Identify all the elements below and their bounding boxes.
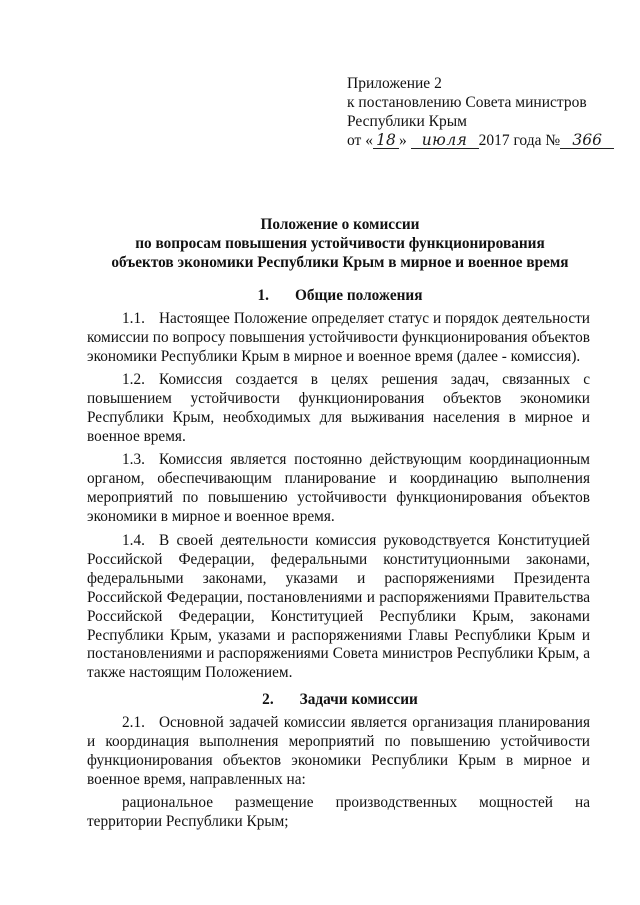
paragraph-text: рациональное размещение производственных мощностей на территории Республики Крым;: [87, 794, 590, 830]
paragraph-number: 1.3.: [122, 451, 145, 468]
paragraph-1-4: [87, 532, 590, 683]
title-line-2: по вопросам повышения устойчивости функционирования: [135, 235, 545, 252]
appendix-line-2: к постановлению Совета министров: [347, 94, 587, 111]
paragraph-text: Настоящее Положение определяет статус и порядок деятельности комиссии по вопросу повышения устойчивости функционирования объектов экономики Республики Крым в мирное и военное время (далее - комиссия).: [87, 310, 590, 365]
paragraph-number: 1.1.: [122, 310, 145, 327]
paragraph-1-1: [87, 310, 590, 367]
paragraph-1-3: [87, 451, 590, 527]
appendix-block: [347, 74, 614, 150]
handwritten-day: 18: [373, 132, 399, 149]
date-mid: »: [398, 132, 407, 149]
section-number: 2.: [262, 691, 274, 708]
paragraph-number: 1.2.: [122, 371, 145, 388]
date-prefix: от «: [347, 132, 373, 149]
paragraph-1-2: [87, 371, 590, 447]
section-1-heading: [70, 286, 610, 305]
title-line-1: Положение о комиссии: [260, 216, 420, 233]
paragraph-text: Комиссия создается в целях решения задач, связанных с повышением устойчивости функционирования объектов экономики Республики Крым, необходимых для выживания населения в мирное и военное время.: [87, 371, 590, 445]
section-number: 1.: [257, 287, 269, 304]
paragraph-2-1-item: [87, 794, 590, 832]
paragraph-number: 1.4.: [122, 532, 145, 549]
appendix-line-3: Республики Крым: [347, 113, 467, 130]
paragraph-text: Основной задачей комиссии является организация планирования и координация выполнения мероприятий по повышению устойчивости функционирования объектов экономики Республики Крым в мирное и военное время, направленных на:: [87, 714, 590, 788]
paragraph-text: Комиссия является постоянно действующим координационным органом, обеспечивающим планирование и координацию выполнения мероприятий по повышению устойчивости функционирования объектов экономики в мирное и военное время.: [87, 451, 590, 525]
section-title: Задачи комиссии: [299, 691, 418, 708]
date-suffix: 2017 года №: [478, 132, 561, 149]
section-title: Общие положения: [294, 287, 423, 304]
handwritten-doc-number: 366: [560, 132, 614, 149]
section-2-heading: [70, 690, 610, 709]
paragraph-text: В своей деятельности комиссия руководствуется Конституцией Российской Федерации, федеральными конституционными законами, федеральными законами, указами и распоряжениями Президента Российской Федерации, постановлениями и распоряжениями Правительства Российской Федерации, Конституцией Республики Крым, законами Республики Крым, указами и распоряжениями Главы Республики Крым и постановлениями и распоряжениями Совета министров Республики Крым, а также настоящим Положением.: [87, 532, 590, 682]
handwritten-month: июля: [411, 132, 479, 149]
paragraph-2-1: [87, 714, 590, 790]
document-title: [70, 215, 610, 272]
appendix-date-line: [347, 131, 614, 150]
paragraph-number: 2.1.: [122, 714, 145, 731]
appendix-line-1: Приложение 2: [347, 75, 442, 92]
title-line-3: объектов экономики Республики Крым в мирное и военное время: [111, 254, 569, 271]
